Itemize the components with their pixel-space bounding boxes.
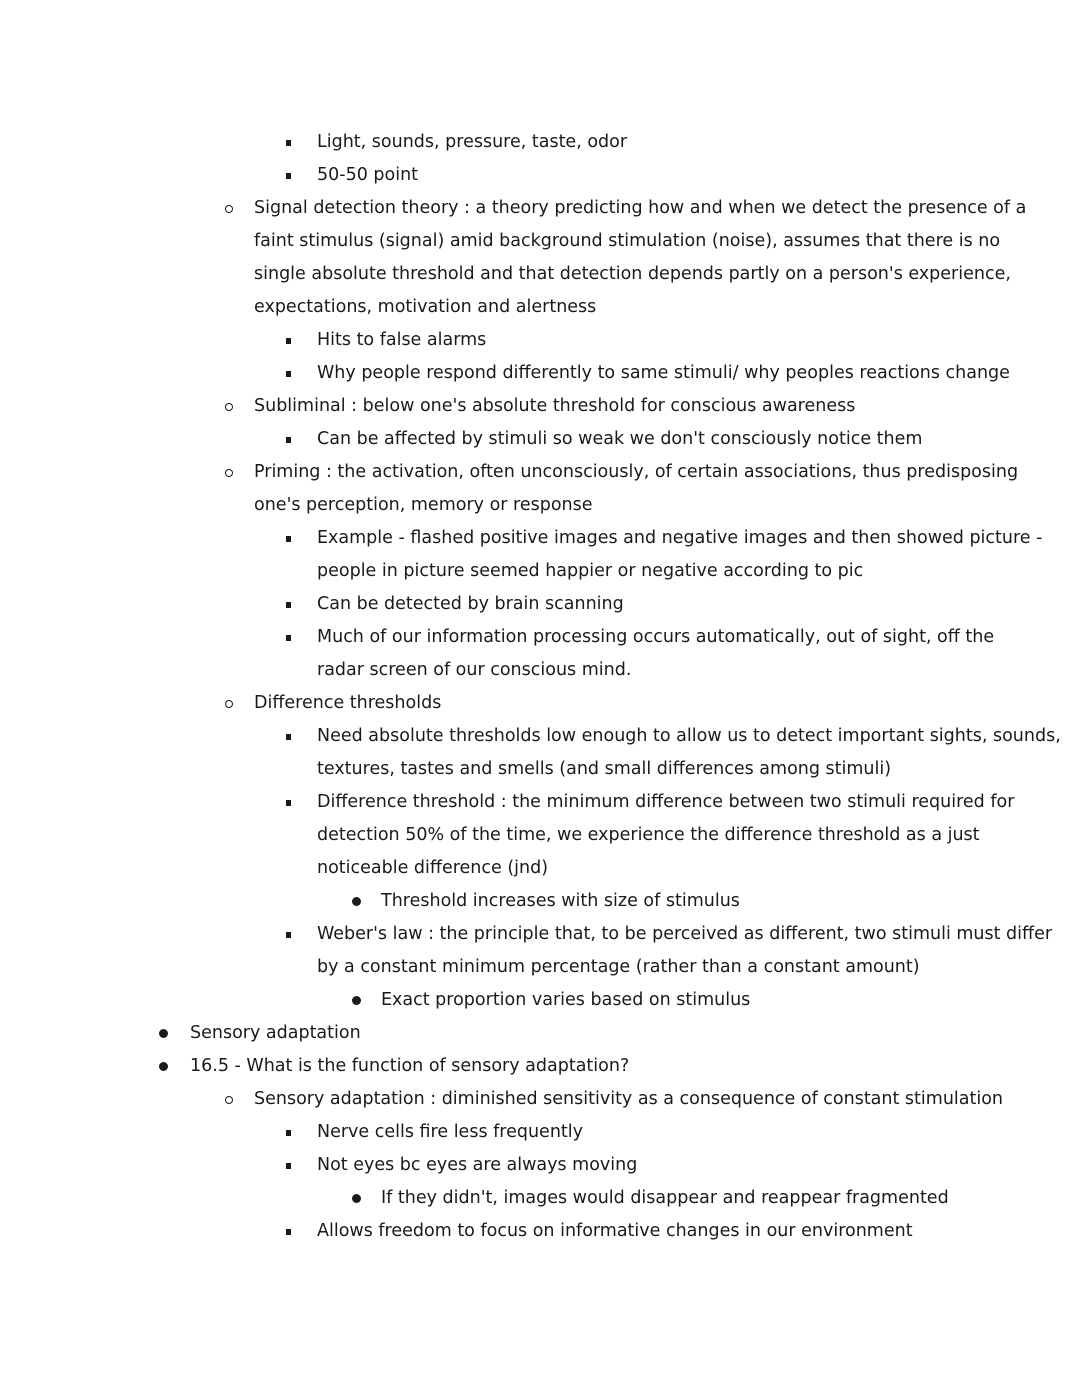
- circle-bullet-icon: [223, 390, 235, 423]
- note-text: one's perception, memory or response: [254, 495, 593, 515]
- note-line: [0, 423, 1080, 456]
- note-text: Why people respond differently to same stimuli/ why peoples reactions change: [317, 363, 1010, 383]
- note-line: [0, 654, 1080, 687]
- square-bullet-icon: [282, 588, 294, 621]
- note-text: expectations, motivation and alertness: [254, 297, 597, 317]
- circle-bullet-icon: [223, 687, 235, 720]
- note-text: Example - flashed positive images and negative images and then showed picture -: [317, 528, 1043, 548]
- note-text: Can be detected by brain scanning: [317, 594, 624, 614]
- note-text: 16.5 - What is the function of sensory adaptation?: [190, 1056, 630, 1076]
- note-line: [0, 1017, 1080, 1050]
- note-line: [0, 159, 1080, 192]
- note-text: If they didn't, images would disappear and reappear fragmented: [381, 1188, 949, 1208]
- note-text: Not eyes bc eyes are always moving: [317, 1155, 638, 1175]
- square-bullet-icon: [282, 357, 294, 390]
- note-line: [0, 687, 1080, 720]
- note-line: [0, 588, 1080, 621]
- note-line: [0, 126, 1080, 159]
- dot-bullet-icon: [350, 984, 362, 1017]
- note-text: Allows freedom to focus on informative changes in our environment: [317, 1221, 913, 1241]
- note-line: [0, 1050, 1080, 1083]
- note-line: [0, 192, 1080, 225]
- note-text: people in picture seemed happier or negative according to pic: [317, 561, 864, 581]
- note-line: [0, 225, 1080, 258]
- note-line: [0, 621, 1080, 654]
- circle-bullet-icon: [223, 456, 235, 489]
- dot-bullet-icon: [350, 1182, 362, 1215]
- note-text: Sensory adaptation : diminished sensitivity as a consequence of constant stimulation: [254, 1089, 1004, 1109]
- note-line: [0, 291, 1080, 324]
- note-text: Can be affected by stimuli so weak we don't consciously notice them: [317, 429, 923, 449]
- note-line: [0, 984, 1080, 1017]
- dot-bullet-icon: [157, 1050, 169, 1083]
- note-line: [0, 951, 1080, 984]
- square-bullet-icon: [282, 720, 294, 753]
- square-bullet-icon: [282, 621, 294, 654]
- note-line: [0, 753, 1080, 786]
- note-text: Subliminal : below one's absolute threshold for conscious awareness: [254, 396, 856, 416]
- square-bullet-icon: [282, 126, 294, 159]
- square-bullet-icon: [282, 1215, 294, 1248]
- note-text: Light, sounds, pressure, taste, odor: [317, 132, 628, 152]
- note-line: [0, 918, 1080, 951]
- note-text: Difference threshold : the minimum difference between two stimuli required for: [317, 792, 1015, 812]
- dot-bullet-icon: [157, 1017, 169, 1050]
- note-text: by a constant minimum percentage (rather than a constant amount): [317, 957, 920, 977]
- note-line: [0, 390, 1080, 423]
- note-text: Need absolute thresholds low enough to allow us to detect important sights, sounds,: [317, 726, 1061, 746]
- note-line: [0, 258, 1080, 291]
- note-text: Priming : the activation, often unconsciously, of certain associations, thus predisposing: [254, 462, 1019, 482]
- note-text: single absolute threshold and that detection depends partly on a person's experience,: [254, 264, 1011, 284]
- note-line: [0, 786, 1080, 819]
- note-text: Signal detection theory : a theory predicting how and when we detect the presence of a: [254, 198, 1027, 218]
- square-bullet-icon: [282, 423, 294, 456]
- note-text: faint stimulus (signal) amid background stimulation (noise), assumes that there is no: [254, 231, 1001, 251]
- note-text: Hits to false alarms: [317, 330, 487, 350]
- note-line: [0, 522, 1080, 555]
- note-text: Nerve cells fire less frequently: [317, 1122, 583, 1142]
- note-text: noticeable difference (jnd): [317, 858, 549, 878]
- note-line: [0, 1182, 1080, 1215]
- note-line: [0, 1116, 1080, 1149]
- note-text: detection 50% of the time, we experience the difference threshold as a just: [317, 825, 980, 845]
- note-line: [0, 489, 1080, 522]
- note-line: [0, 885, 1080, 918]
- note-text: Difference thresholds: [254, 693, 442, 713]
- note-line: [0, 1215, 1080, 1248]
- square-bullet-icon: [282, 1149, 294, 1182]
- circle-bullet-icon: [223, 192, 235, 225]
- note-line: [0, 819, 1080, 852]
- note-line: [0, 852, 1080, 885]
- square-bullet-icon: [282, 1116, 294, 1149]
- note-line: [0, 555, 1080, 588]
- square-bullet-icon: [282, 918, 294, 951]
- square-bullet-icon: [282, 324, 294, 357]
- note-line: [0, 1083, 1080, 1116]
- note-line: [0, 456, 1080, 489]
- note-line: [0, 357, 1080, 390]
- note-text: 50-50 point: [317, 165, 419, 185]
- note-text: radar screen of our conscious mind.: [317, 660, 632, 680]
- square-bullet-icon: [282, 522, 294, 555]
- square-bullet-icon: [282, 159, 294, 192]
- note-text: textures, tastes and smells (and small differences among stimuli): [317, 759, 892, 779]
- note-line: [0, 1149, 1080, 1182]
- note-text: Threshold increases with size of stimulus: [381, 891, 740, 911]
- dot-bullet-icon: [350, 885, 362, 918]
- note-line: [0, 324, 1080, 357]
- square-bullet-icon: [282, 786, 294, 819]
- note-text: Much of our information processing occurs automatically, out of sight, off the: [317, 627, 995, 647]
- note-text: Exact proportion varies based on stimulus: [381, 990, 751, 1010]
- note-line: [0, 720, 1080, 753]
- circle-bullet-icon: [223, 1083, 235, 1116]
- note-text: Sensory adaptation: [190, 1023, 361, 1043]
- note-text: Weber's law : the principle that, to be perceived as different, two stimuli must differ: [317, 924, 1053, 944]
